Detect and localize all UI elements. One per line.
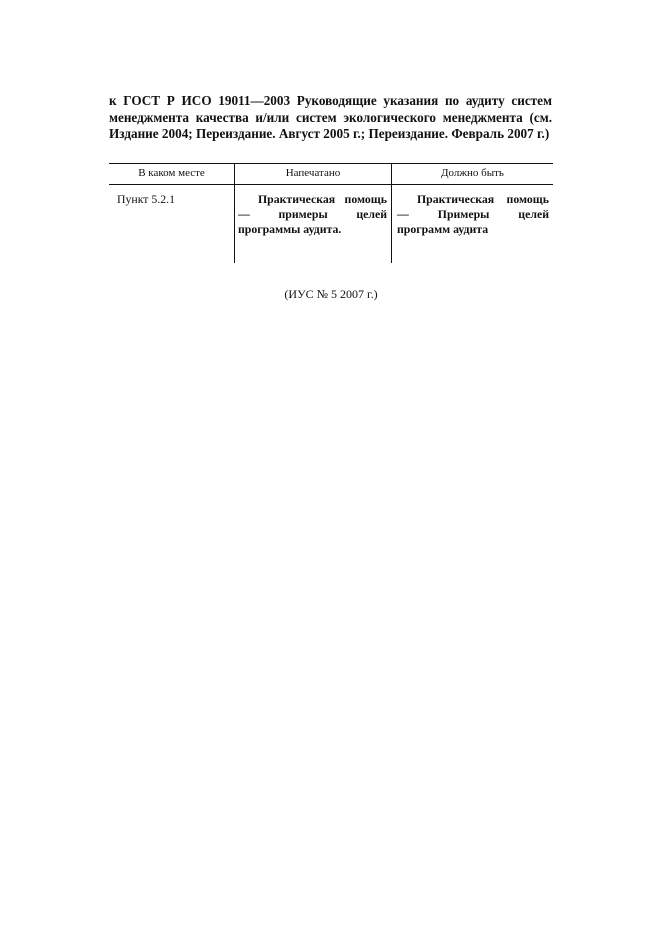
column-header-printed: Напечатано [285, 167, 341, 179]
table-header-rule [109, 184, 553, 185]
table-cell-printed-text: Практическая помощь — примеры целей программы аудита. [238, 192, 387, 236]
column-header-where: В каком месте [138, 167, 205, 179]
erratum-heading: к ГОСТ Р ИСО 19011—2003 Руководящие указания по аудиту систем менеджмента качества и/или систем экологического менеджмента (см. Издание 2004; Переиздание. Август 2005 г.; Переиздание. Февраль 2007 г.) [109, 93, 552, 142]
column-header-should-be: Должно быть [441, 167, 504, 179]
publication-reference: (ИУС № 5 2007 г.) [284, 287, 378, 301]
table-cell-should-be [397, 192, 549, 237]
table-cell-printed [238, 192, 387, 237]
table-cell-should-be-text: Практическая помощь — Примеры целей программ аудита [397, 192, 549, 236]
erratum-table [109, 163, 553, 263]
table-top-rule [109, 163, 553, 164]
table-cell-where: Пункт 5.2.1 [117, 192, 176, 206]
